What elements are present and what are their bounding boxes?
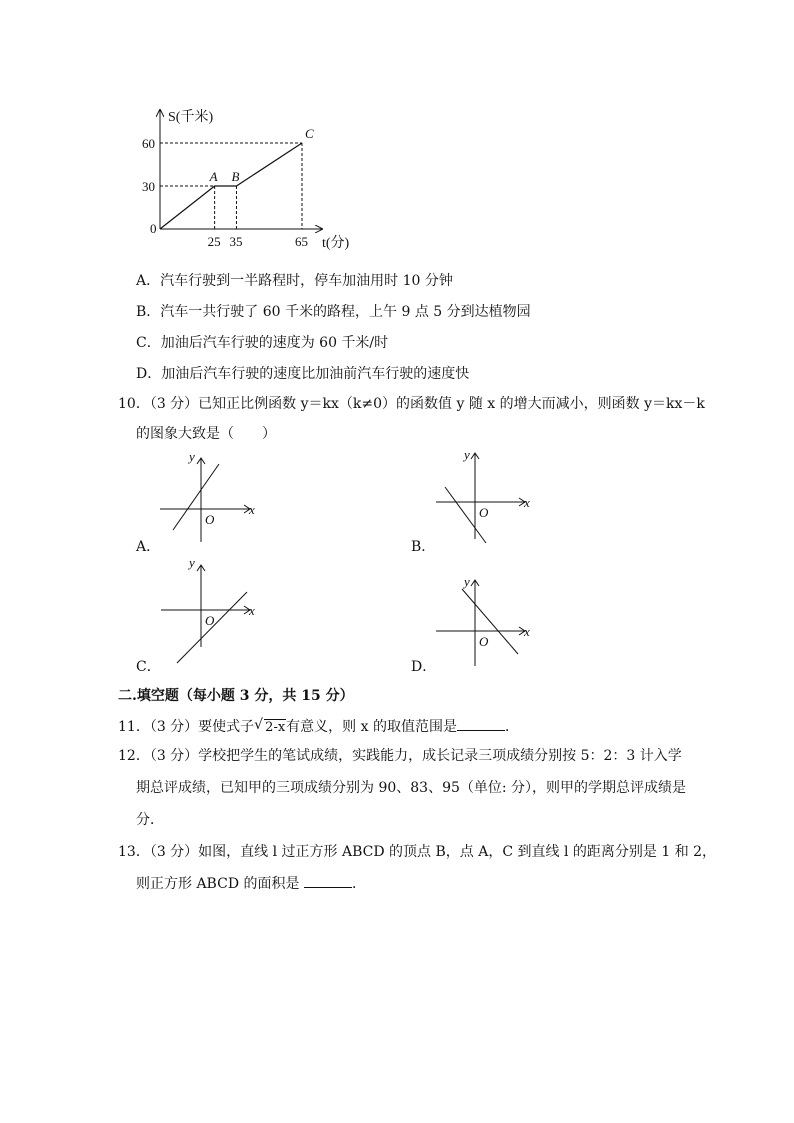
point-label: B	[231, 169, 240, 184]
q11-end: ．	[504, 719, 519, 735]
option-letter: A．	[136, 273, 161, 289]
answer-blank[interactable]	[304, 873, 352, 888]
point-label: C	[305, 126, 314, 141]
x-label: x	[524, 624, 530, 639]
origin-label: O	[205, 512, 215, 527]
q9-option-c	[136, 332, 388, 352]
q12-line2: 期总评成绩，已知甲的三项成绩分别为 90、83、95（单位: 分），则甲的学期总评成绩是	[136, 780, 687, 796]
q10-option-a: A．	[136, 539, 161, 555]
q10-graph-b	[430, 445, 540, 545]
x-tick-label: 35	[229, 234, 243, 249]
section-2-title: 二.填空题（每小题 3 分，共 15 分）	[118, 688, 354, 704]
q12-line1: 12．（3 分）学校把学生的笔试成绩，实践能力，成长记录三项成绩分别按 5：2：3 计入学	[118, 748, 682, 764]
q13-line2-prefix: 则正方形 ABCD 的面积是	[136, 876, 300, 892]
x-tick-label: 25	[207, 234, 221, 249]
point-label: A	[209, 169, 218, 184]
q11-suffix: 有意义，则 x 的取值范围是	[286, 719, 457, 735]
answer-blank[interactable]	[457, 716, 505, 731]
y-label: y	[189, 450, 195, 464]
origin-label: O	[479, 505, 489, 520]
distance-time-chart	[130, 100, 370, 255]
origin-label: 0	[150, 221, 157, 236]
q13-line2	[136, 873, 366, 894]
radical-sign-icon: √	[254, 717, 264, 733]
x-tick-label: 65	[295, 234, 308, 249]
x-label: x	[249, 502, 255, 517]
radicand: 2-x	[265, 720, 286, 735]
q11	[118, 716, 519, 738]
option-letter: D．	[136, 366, 162, 382]
option-letter: B．	[136, 304, 161, 320]
y-label: y	[464, 447, 470, 462]
q9-option-d	[136, 363, 469, 383]
q10-option-b: B．	[411, 539, 436, 555]
q10-graph-a	[155, 450, 265, 550]
origin-label: O	[205, 613, 215, 628]
sqrt-expression	[254, 717, 286, 738]
option-letter: C．	[136, 335, 161, 351]
q10-graph-d	[430, 572, 540, 672]
origin-label: O	[479, 634, 489, 649]
y-tick-label: 30	[142, 179, 155, 194]
q11-prefix: 11．（3 分）要使式子	[118, 719, 255, 735]
q10-option-d: D．	[411, 659, 437, 675]
x-label: x	[524, 495, 530, 510]
q13-line2-end: ．	[351, 876, 366, 892]
q10-graph-c	[155, 555, 265, 670]
x-axis-label: t(分)	[322, 236, 350, 251]
q10-stem-line1: 10．（3 分）已知正比例函数 y＝kx（k≠0）的函数值 y 随 x 的增大而减小，则函数 y＝kx－k	[118, 396, 705, 412]
option-text: 汽车一共行驶了 60 千米的路程，上午 9 点 5 分到达植物园	[160, 304, 531, 320]
y-label: y	[464, 574, 470, 589]
q10-stem-line2: 的图象大致是（ ）	[136, 426, 276, 442]
option-text: 加油后汽车行驶的速度比加油前汽车行驶的速度快	[161, 366, 470, 382]
q12-line3: 分．	[136, 812, 164, 828]
q10-option-c: C．	[136, 659, 161, 675]
x-label: x	[249, 603, 255, 618]
y-tick-label: 60	[142, 136, 155, 151]
option-text: 汽车行驶到一半路程时，停车加油用时 10 分钟	[160, 273, 453, 289]
option-text: 加油后汽车行驶的速度为 60 千米/时	[160, 335, 389, 351]
q9-option-a	[136, 270, 453, 290]
q13-line1: 13．（3 分）如图，直线 l 过正方形 ABCD 的顶点 B，点 A，C 到直线 l 的距离分别是 1 和 2，	[118, 844, 717, 860]
y-label: y	[189, 555, 195, 570]
y-axis-label: S(千米)	[168, 110, 214, 125]
q9-option-b	[136, 301, 531, 321]
graph-line	[462, 589, 518, 654]
